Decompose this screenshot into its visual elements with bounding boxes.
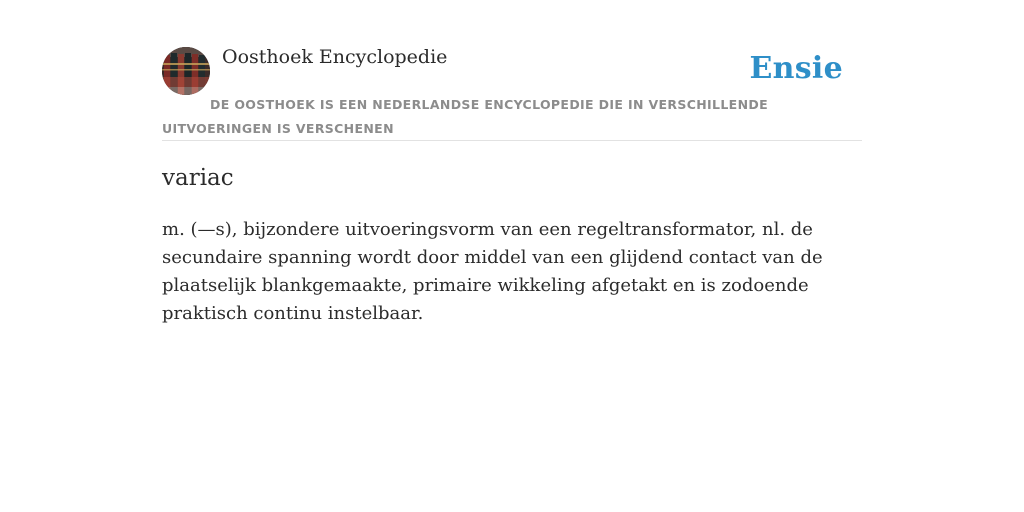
entry-article — [162, 160, 862, 328]
entry-title: variac — [162, 165, 234, 191]
encyclopedia-books-icon — [162, 47, 210, 95]
site-name[interactable]: Oosthoek Encyclopedie — [222, 46, 448, 68]
encyclopedia-avatar-icon[interactable] — [162, 47, 210, 95]
entry-definition: m. (—s), bijzondere uitvoeringsvorm van een regeltransformator, nl. de secundaire spanning wordt door middel van een glijdend contact van de plaatselijk blankgemaakte, primaire wikkeling afgetakt en is zodoende praktisch continu instelbaar. — [162, 219, 823, 324]
site-header — [162, 44, 862, 141]
site-tagline: DE OOSTHOEK IS EEN NEDERLANDSE ENCYCLOPEDIE DIE IN VERSCHILLENDE UITVOERINGEN IS VERSCHENEN — [162, 97, 768, 136]
ensie-logo-link[interactable]: Ensie — [749, 51, 843, 86]
